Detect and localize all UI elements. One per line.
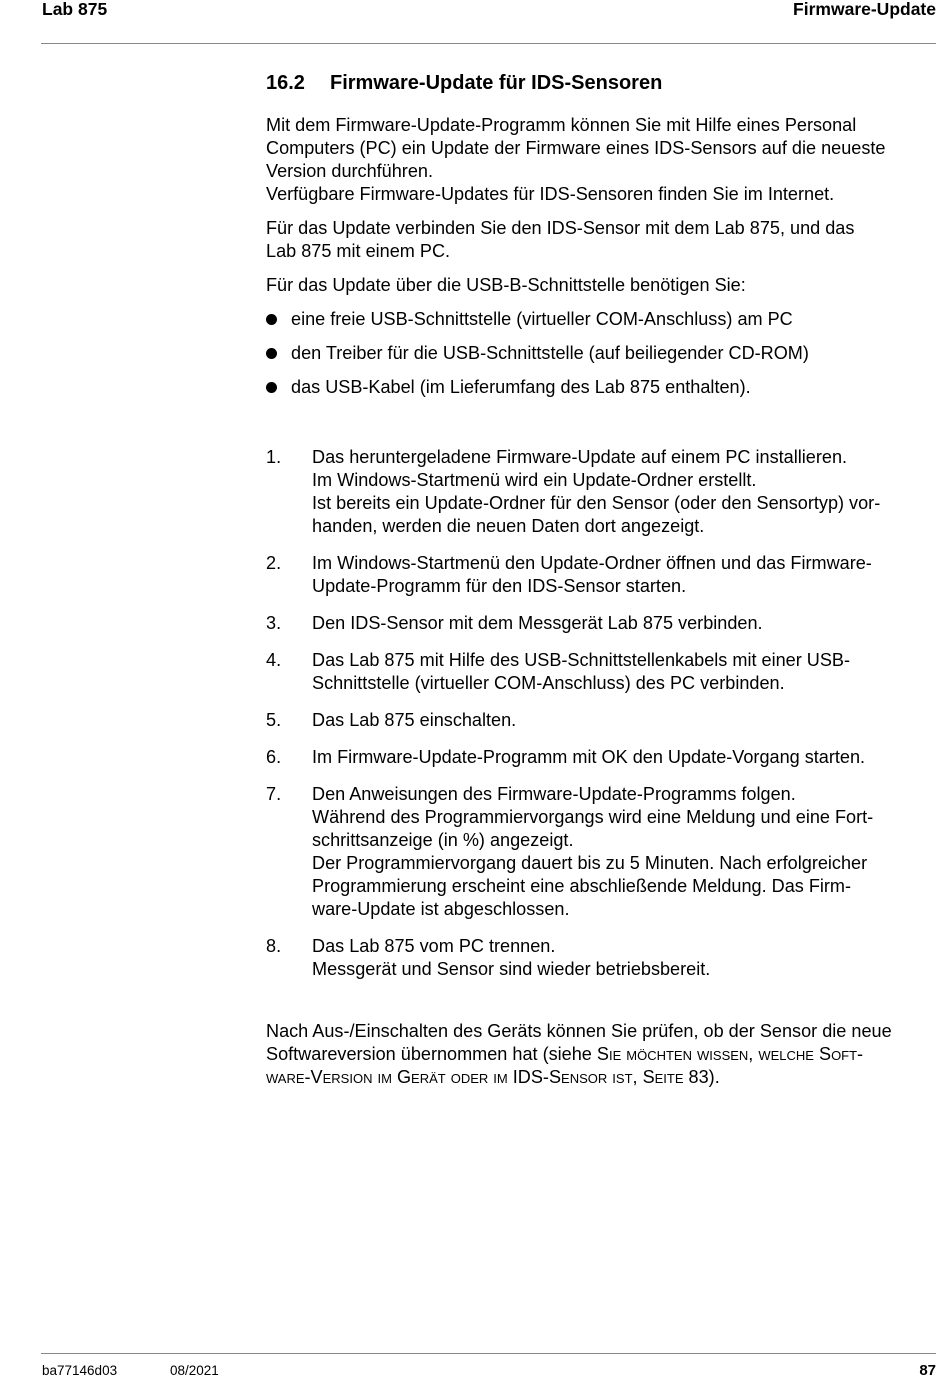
step-item: [266, 649, 936, 695]
page-number: 87: [919, 1362, 936, 1379]
requirements-intro: Für das Update über die USB-B-Schnittstelle benötigen Sie:: [266, 275, 746, 295]
step-line: Schnittstelle (virtueller COM-Anschluss) des PC verbinden.: [312, 673, 785, 693]
step-line: Während des Programmiervorgangs wird eine Meldung und eine Fort-: [312, 807, 874, 827]
closing-line: [266, 1043, 936, 1066]
cross-reference-link[interactable]: ware-Version im Gerät oder im IDS-Sensor ist, Seite: [266, 1067, 684, 1087]
running-header-product: Lab 875: [42, 0, 108, 19]
step-line: Den Anweisungen des Firmware-Update-Programms folgen.: [312, 784, 796, 804]
section-heading: [266, 70, 936, 96]
step-item: [266, 446, 936, 538]
step-line: Der Programmiervorgang dauert bis zu 5 Minuten. Nach erfolgreicher: [312, 853, 868, 873]
step-line: Das Lab 875 vom PC trennen.: [312, 936, 556, 956]
step-line: Messgerät und Sensor sind wieder betriebsbereit.: [312, 959, 711, 979]
list-item: [266, 376, 936, 399]
step-line: handen, werden die neuen Daten dort angezeigt.: [312, 516, 705, 536]
step-number: 3.: [266, 613, 282, 633]
update-steps: [266, 446, 936, 981]
bullet-icon: [266, 314, 277, 325]
step-line: ware-Update ist abgeschlossen.: [312, 899, 570, 919]
footer-document-id: ba77146d03: [42, 1363, 118, 1378]
step-number: 1.: [266, 447, 282, 467]
step-item: [266, 746, 936, 769]
step-number: 7.: [266, 784, 282, 804]
step-line: Das Lab 875 mit Hilfe des USB-Schnittstellenkabels mit einer USB-: [312, 650, 851, 670]
step-item: [266, 612, 936, 635]
step-number: 4.: [266, 650, 282, 670]
bullet-icon: [266, 348, 277, 359]
intro-line: Version durchführen.: [266, 161, 433, 181]
step-line: Programmierung erscheint eine abschließende Meldung. Das Firm-: [312, 876, 852, 896]
step-line: Das Lab 875 einschalten.: [312, 710, 517, 730]
step-item: [266, 783, 936, 921]
header-divider: [41, 43, 936, 44]
step-number: 5.: [266, 710, 282, 730]
step-line: Im Firmware-Update-Programm mit OK den Update-Vorgang starten.: [312, 747, 866, 767]
step-item: [266, 709, 936, 732]
intro-line: Computers (PC) ein Update der Firmware eines IDS-Sensors auf die neueste: [266, 138, 886, 158]
page-content: [266, 70, 936, 1100]
list-item-text: den Treiber für die USB-Schnittstelle (auf beiliegender CD-ROM): [291, 343, 809, 363]
bullet-icon: [266, 382, 277, 393]
cross-reference-link[interactable]: Sie möchten wissen, welche Soft-: [596, 1044, 864, 1064]
list-item-text: das USB-Kabel (im Lieferumfang des Lab 875 enthalten).: [291, 377, 751, 397]
list-item: [266, 342, 936, 365]
step-item: [266, 552, 936, 598]
closing-text: Softwareversion übernommen hat (siehe: [266, 1044, 597, 1064]
intro-paragraph: [266, 114, 936, 206]
section-title: Firmware-Update für IDS-Sensoren: [330, 72, 663, 94]
step-number: 8.: [266, 936, 282, 956]
requirements-list: [266, 308, 936, 399]
closing-line: [266, 1066, 936, 1089]
connection-line: Lab 875 mit einem PC.: [266, 241, 451, 261]
list-item-text: eine freie USB-Schnittstelle (virtueller COM-Anschluss) am PC: [291, 309, 793, 329]
intro-line: Verfügbare Firmware-Updates für IDS-Sensoren finden Sie im Internet.: [266, 184, 835, 204]
list-item: [266, 308, 936, 331]
intro-line: Mit dem Firmware-Update-Programm können Sie mit Hilfe eines Personal: [266, 115, 857, 135]
connection-paragraph: [266, 217, 936, 263]
step-number: 6.: [266, 747, 282, 767]
step-line: Den IDS-Sensor mit dem Messgerät Lab 875 verbinden.: [312, 613, 763, 633]
closing-text: 83).: [683, 1067, 720, 1087]
section-number: 16.2: [266, 72, 305, 94]
step-number: 2.: [266, 553, 282, 573]
step-line: Das heruntergeladene Firmware-Update auf einem PC installieren.: [312, 447, 848, 467]
footer-date: 08/2021: [170, 1363, 219, 1378]
closing-line: Nach Aus-/Einschalten des Geräts können Sie prüfen, ob der Sensor die neue: [266, 1021, 892, 1041]
step-item: [266, 935, 936, 981]
footer-divider: [41, 1353, 936, 1354]
step-line: Im Windows-Startmenü den Update-Ordner öffnen und das Firmware-: [312, 553, 872, 573]
closing-paragraph: [266, 1020, 936, 1089]
step-line: Ist bereits ein Update-Ordner für den Sensor (oder den Sensortyp) vor-: [312, 493, 881, 513]
step-line: Im Windows-Startmenü wird ein Update-Ordner erstellt.: [312, 470, 757, 490]
step-line: Update-Programm für den IDS-Sensor starten.: [312, 576, 687, 596]
connection-line: Für das Update verbinden Sie den IDS-Sensor mit dem Lab 875, und das: [266, 218, 855, 238]
step-line: schrittsanzeige (in %) angezeigt.: [312, 830, 574, 850]
running-header-chapter: Firmware-Update: [793, 0, 936, 19]
